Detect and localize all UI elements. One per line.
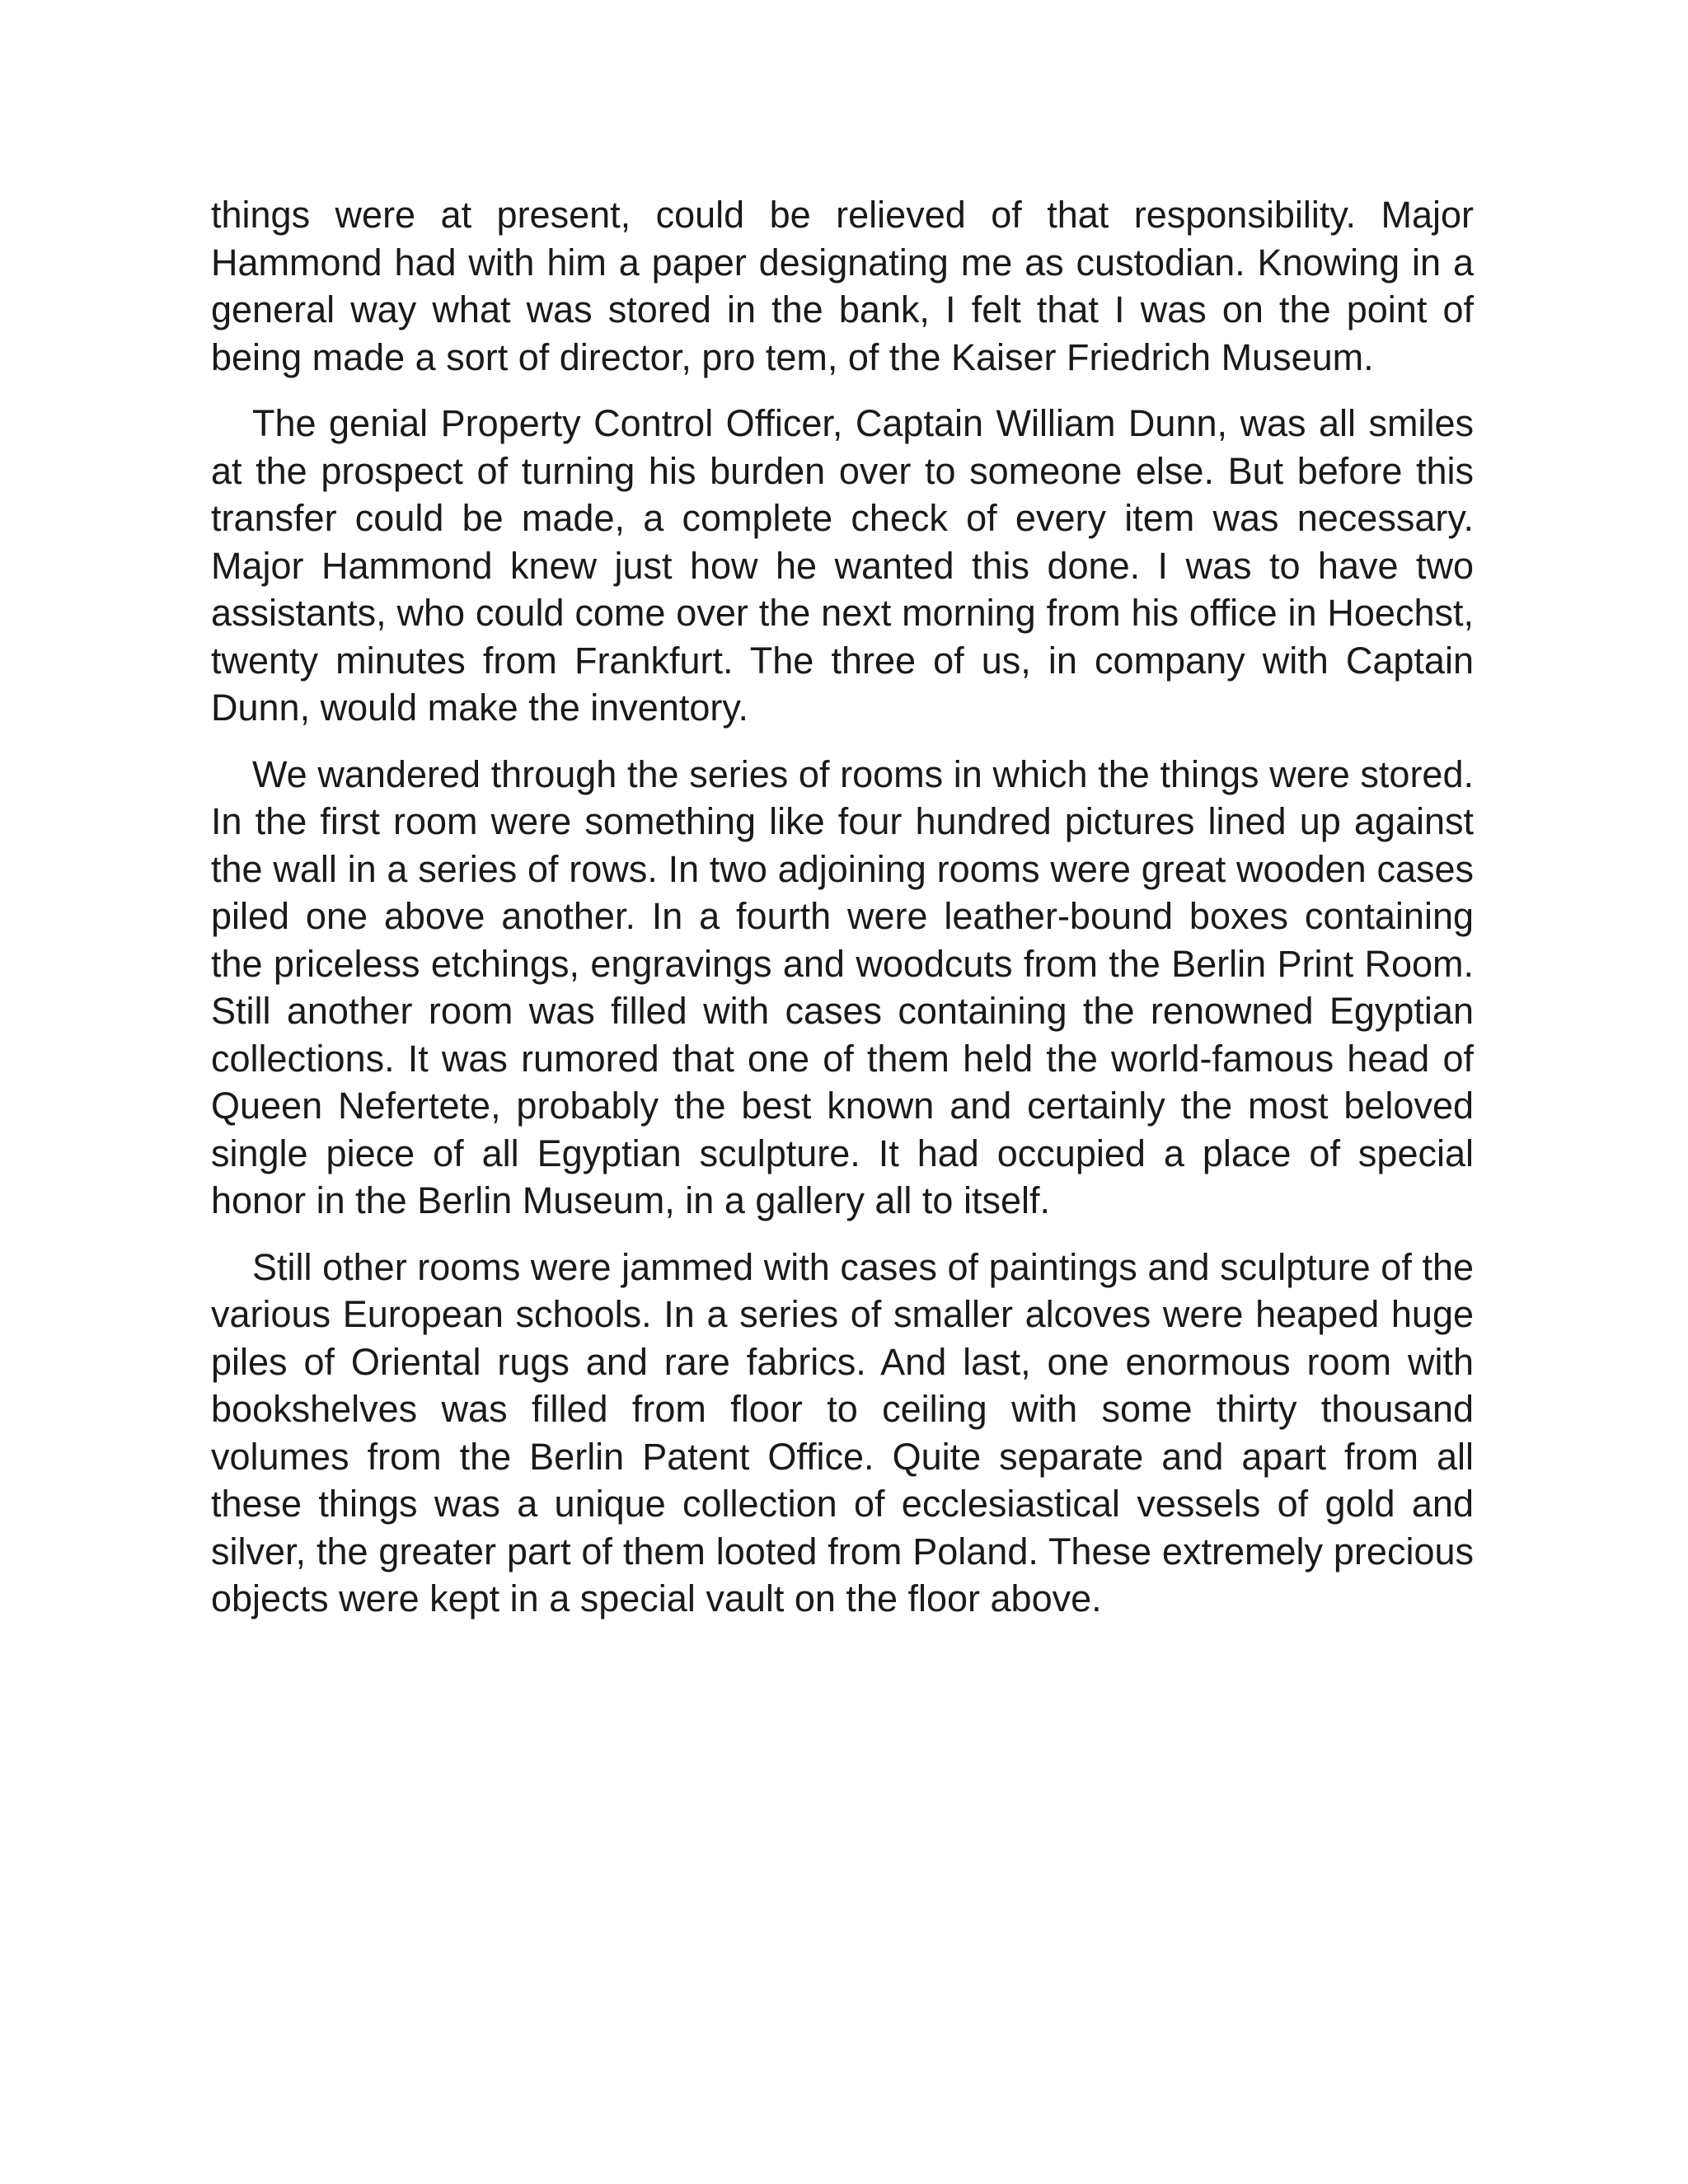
paragraph-2: The genial Property Control Officer, Captain William Dunn, was all smiles at the prospect of turning his burden over to someone else. But before this transfer could be made, a complete check of every item was necessary. Major Hammond knew just how he wanted this done. I was to have two assistants, who could come over the next morning from his office in Hoechst, twenty minutes from Frankfurt. The three of us, in company with Captain Dunn, would make the inventory. [211,402,1474,729]
paragraph-4: Still other rooms were jammed with cases of paintings and sculpture of the various European schools. In a series of smaller alcoves were heaped huge piles of Oriental rugs and rare fabrics. And last, one enormous room with bookshelves was filled from floor to ceiling with some thirty thousand volumes from the Berlin Patent Office. Quite separate and apart from all these things was a unique collection of ecclesiastical vessels of gold and silver, the greater part of them looted from Poland. These extremely precious objects were kept in a special vault on the floor above. [211,1245,1474,1619]
body-text [211,191,1474,1642]
paragraph-1: things were at present, could be relieved of that responsibility. Major Hammond had with him a paper designating me as custodian. Knowing in a general way what was stored in the bank, I felt that I was on the point of being made a sort of director, pro tem, of the Kaiser Friedrich Museum. [211,194,1474,378]
paragraph-3: We wandered through the series of rooms in which the things were stored. In the first room were something like four hundred pictures lined up against the wall in a series of rows. In two adjoining rooms were great wooden cases piled one above another. In a fourth were leather-bound boxes containing the priceless etchings, engravings and woodcuts from the Berlin Print Room. Still another room was filled with cases containing the renowned Egyptian collections. It was rumored that one of them held the world-famous head of Queen Nefertete, probably the best known and certainly the most beloved single piece of all Egyptian sculpture. It had occupied a place of special honor in the Berlin Museum, in a gallery all to itself. [211,752,1474,1221]
